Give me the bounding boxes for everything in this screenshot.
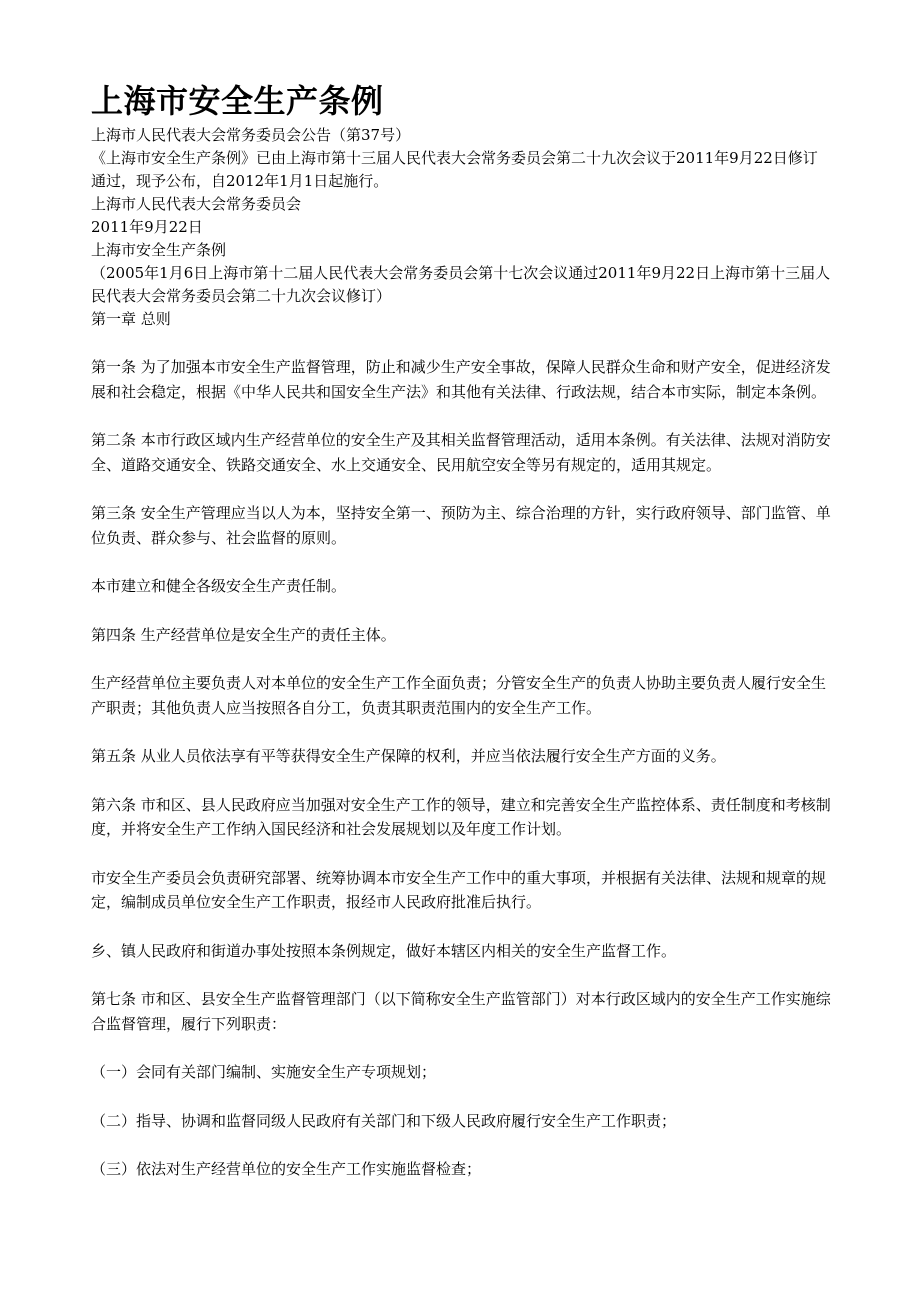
article-paragraph: 第一条 为了加强本市安全生产监督管理，防止和减少生产安全事故，保障人民群众生命和财产安全，促进经济发展和社会稳定，根据《中华人民共和国安全生产法》和其他有关法律、行政法规，结合本市实际，制定本条例。 [91,358,831,401]
article-paragraph: 第三条 安全生产管理应当以人为本，坚持安全第一、预防为主、综合治理的方针，实行政府领导、部门监管、单位负责、群众参与、社会监督的原则。 [91,504,831,547]
article-paragraph: 本市建立和健全各级安全生产责任制。 [91,577,347,595]
regulation-name-line: 上海市安全生产条例 [91,241,227,259]
document-header [91,124,831,331]
article-paragraph: 乡、镇人民政府和街道办事处按照本条例规定，做好本辖区内相关的安全生产监督工作。 [91,941,677,960]
article-paragraph: 第四条 生产经营单位是安全生产的责任主体。 [91,625,396,644]
announcement-body: 《上海市安全生产条例》已由上海市第十三届人民代表大会常务委员会第二十九次会议于2011年9月22日修订通过，现予公布，自2012年1月1日起施行。 [91,149,818,190]
list-item: （一）会同有关部门编制、实施安全生产专项规划； [91,1063,437,1081]
chapter-heading: 第一章 总则 [91,310,171,328]
date-line: 2011年9月22日 [91,218,203,236]
issuer-line: 上海市人民代表大会常务委员会 [91,195,302,213]
document-body [91,355,831,1182]
list-item: （二）指导、协调和监督同级人民政府有关部门和下级人民政府履行安全生产工作职责； [91,1111,677,1130]
article-paragraph: 第六条 市和区、县人民政府应当加强对安全生产工作的领导，建立和完善安全生产监控体系、责任制度和考核制度，并将安全生产工作纳入国民经济和社会发展规划以及年度工作计划。 [91,795,831,838]
document-page [91,78,831,1182]
announcement-line: 上海市人民代表大会常务委员会公告（第37号） [91,126,411,144]
list-item: （三）依法对生产经营单位的安全生产工作实施监督检查； [91,1160,482,1178]
adoption-history-line: （2005年1月6日上海市第十二届人民代表大会常务委员会第十七次会议通过2011年9月22日上海市第十三届人民代表大会常务委员会第二十九次会议修订） [91,264,831,305]
article-paragraph: 第七条 市和区、县安全生产监督管理部门（以下简称安全生产监管部门）对本行政区域内的安全生产工作实施综合监督管理，履行下列职责： [91,990,831,1033]
article-paragraph: 第五条 从业人员依法享有平等获得安全生产保障的权利，并应当依法履行安全生产方面的义务。 [91,747,726,765]
article-paragraph: 生产经营单位主要负责人对本单位的安全生产工作全面负责；分管安全生产的负责人协助主要负责人履行安全生产职责；其他负责人应当按照各自分工，负责其职责范围内的安全生产工作。 [91,674,827,717]
article-paragraph: 第二条 本市行政区域内生产经营单位的安全生产及其相关监督管理活动，适用本条例。有关法律、法规对消防安全、道路交通安全、铁路交通安全、水上交通安全、民用航空安全等另有规定的，适用其规定。 [91,431,831,474]
document-title: 上海市安全生产条例 [91,82,384,120]
article-paragraph: 市安全生产委员会负责研究部署、统筹协调本市安全生产工作中的重大事项，并根据有关法律、法规和规章的规定，编制成员单位安全生产工作职责，报经市人民政府批准后执行。 [91,868,827,911]
